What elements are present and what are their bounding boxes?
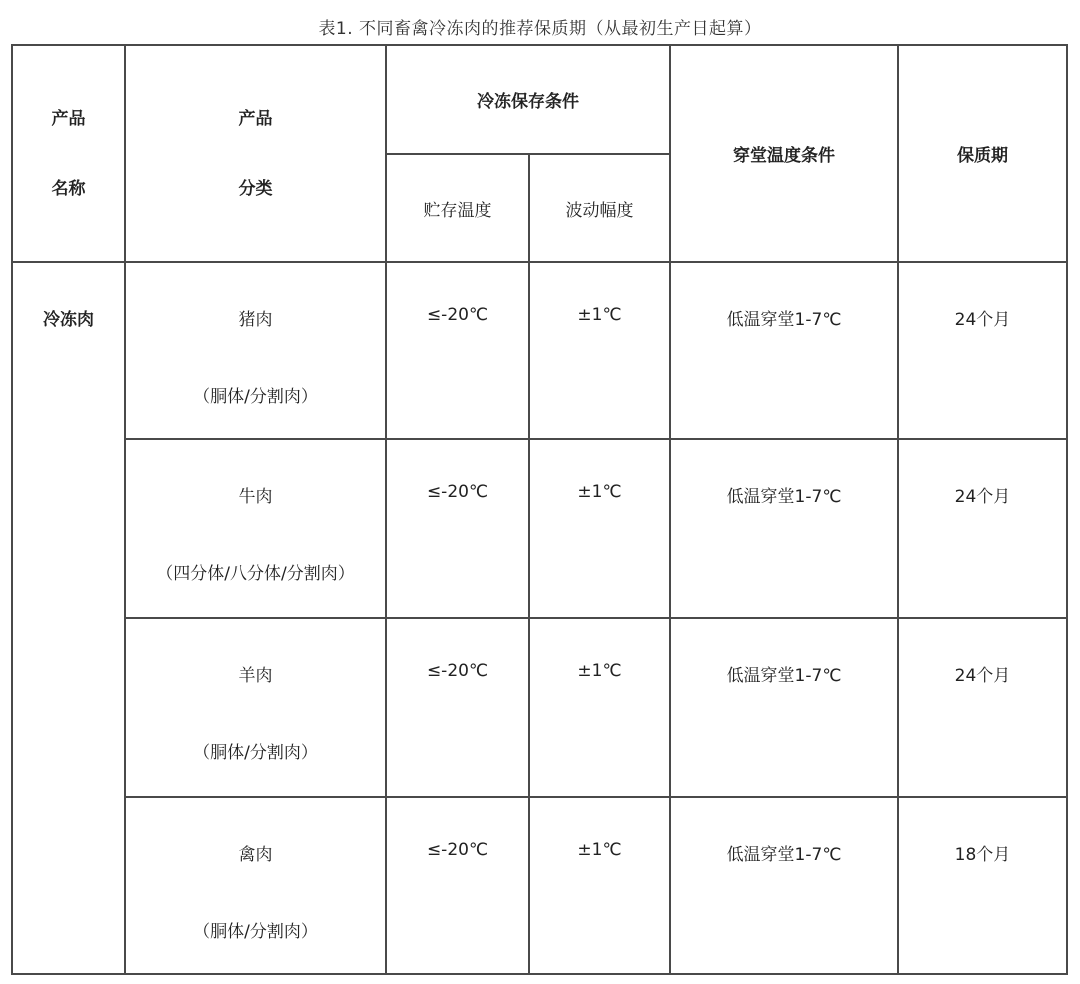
product-class-sub: （四分体/八分体/分割肉） [156, 564, 355, 584]
product-class: 牛肉 [238, 487, 273, 507]
product-name-cell: 冷冻肉 [12, 262, 125, 974]
shelf-life-cell: 24个月 [898, 618, 1067, 797]
storage-temp-cell: ≤-20℃ [386, 439, 529, 618]
shelf-life-table [11, 44, 1068, 975]
storage-temp-cell: ≤-20℃ [386, 618, 529, 797]
transit-cell: 低温穿堂1-7℃ [670, 797, 898, 974]
header-frozen-storage: 冷冻保存条件 [386, 45, 670, 154]
header-product-class-line2: 分类 [238, 178, 273, 199]
product-class-sub: （胴体/分割肉） [193, 387, 318, 407]
header-storage-temp: 贮存温度 [386, 154, 529, 262]
header-product-name-line2: 名称 [51, 178, 86, 199]
fluctuation-cell: ±1℃ [529, 439, 670, 618]
product-class: 羊肉 [238, 666, 273, 686]
header-product-class-line1: 产品 [238, 108, 273, 129]
product-class-sub: （胴体/分割肉） [193, 743, 318, 763]
product-class-cell [125, 439, 386, 618]
product-class-cell [125, 618, 386, 797]
product-class-sub: （胴体/分割肉） [193, 922, 318, 942]
header-fluctuation: 波动幅度 [529, 154, 670, 262]
fluctuation-cell: ±1℃ [529, 262, 670, 439]
table-row [12, 439, 1067, 618]
fluctuation-cell: ±1℃ [529, 618, 670, 797]
table-row [12, 618, 1067, 797]
header-product-class [125, 45, 386, 262]
fluctuation-cell: ±1℃ [529, 797, 670, 974]
product-class: 猪肉 [238, 310, 273, 330]
shelf-life-cell: 18个月 [898, 797, 1067, 974]
product-class: 禽肉 [238, 845, 273, 865]
transit-cell: 低温穿堂1-7℃ [670, 439, 898, 618]
product-class-cell [125, 797, 386, 974]
table-row [12, 262, 1067, 439]
header-shelf-life: 保质期 [898, 45, 1067, 262]
transit-cell: 低温穿堂1-7℃ [670, 618, 898, 797]
header-product-name-line1: 产品 [51, 108, 86, 129]
product-class-cell [125, 262, 386, 439]
shelf-life-cell: 24个月 [898, 262, 1067, 439]
table-row [12, 797, 1067, 974]
header-transit-temp: 穿堂温度条件 [670, 45, 898, 262]
header-product-name [12, 45, 125, 262]
table-caption: 表1. 不同畜禽冷冻肉的推荐保质期（从最初生产日起算） [318, 19, 762, 39]
shelf-life-cell: 24个月 [898, 439, 1067, 618]
storage-temp-cell: ≤-20℃ [386, 797, 529, 974]
storage-temp-cell: ≤-20℃ [386, 262, 529, 439]
transit-cell: 低温穿堂1-7℃ [670, 262, 898, 439]
